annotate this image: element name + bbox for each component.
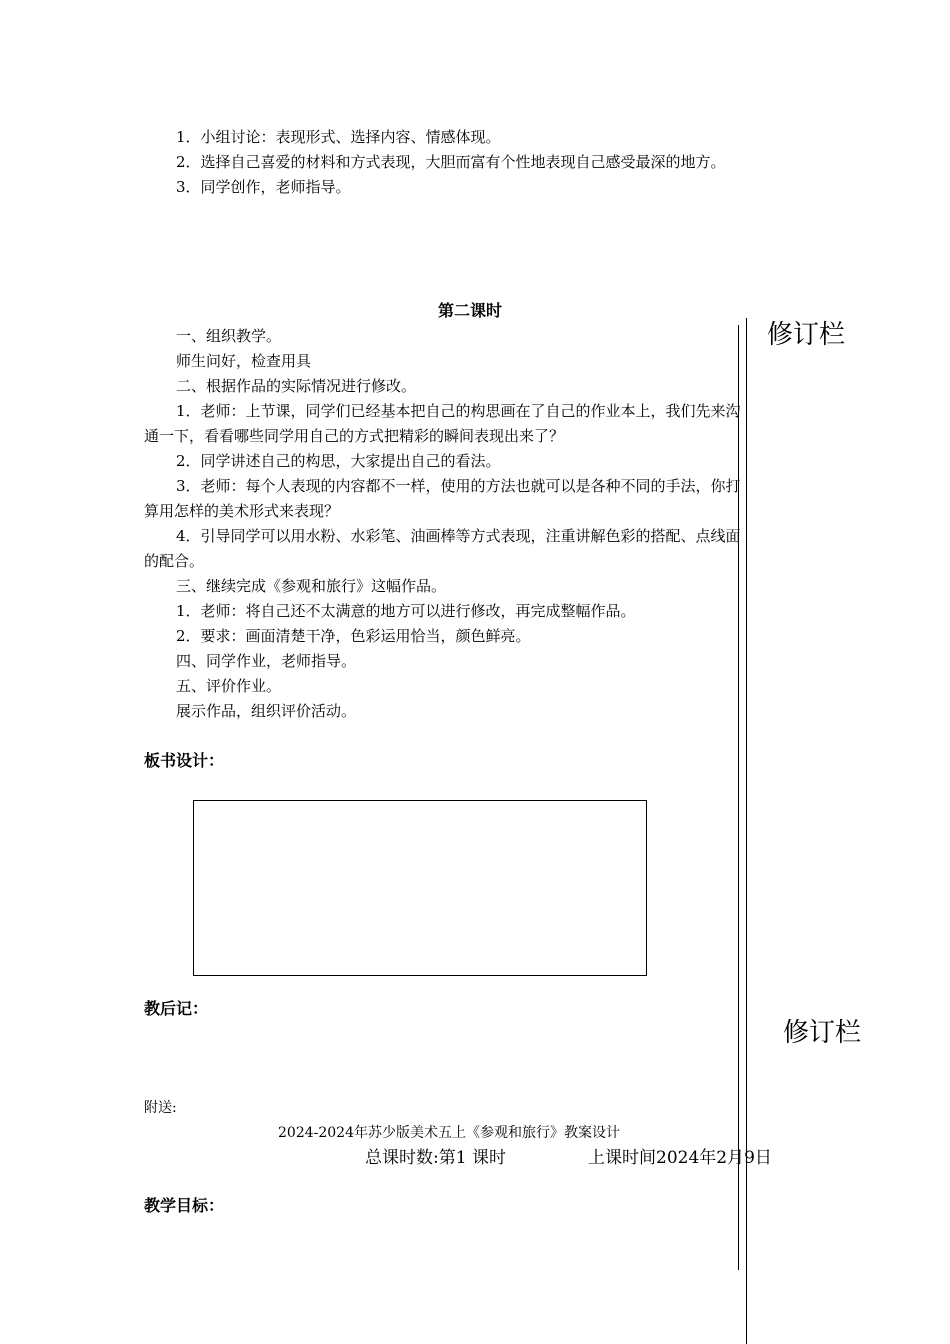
lesson2-line: 4．引导同学可以用水粉、水彩笔、油画棒等方式表现，注重讲解色彩的搭配、点线面 bbox=[176, 527, 741, 545]
lesson2-title: 第二课时 bbox=[438, 301, 503, 320]
lesson2-line: 通一下，看看哪些同学用自己的方式把精彩的瞬间表现出来了？ bbox=[144, 427, 565, 445]
lesson2-line: 算用怎样的美术形式来表现？ bbox=[144, 502, 340, 520]
lesson2-line: 2．同学讲述自己的构思，大家提出自己的看法。 bbox=[176, 452, 501, 470]
board-design-box bbox=[193, 800, 647, 976]
revision-column-line-right bbox=[746, 318, 747, 1344]
lesson2-line: 三、继续完成《参观和旅行》这幅作品。 bbox=[176, 577, 447, 595]
lesson2-line: 的配合。 bbox=[144, 552, 205, 570]
lesson2-line: 师生问好，检查用具 bbox=[176, 352, 312, 370]
top-list-item-1: 1．小组讨论：表现形式、选择内容、情感体现。 bbox=[176, 128, 501, 146]
lesson2-line: 一、组织教学。 bbox=[176, 327, 282, 345]
revision-label: 修订栏 bbox=[767, 320, 846, 350]
top-list-item-3: 3．同学创作，老师指导。 bbox=[176, 178, 351, 196]
lesson2-line: 五、评价作业。 bbox=[176, 677, 282, 695]
lesson2-line: 四、同学作业，老师指导。 bbox=[176, 652, 357, 670]
lesson2-line: 3．老师：每个人表现的内容都不一样，使用的方法也就可以是各种不同的手法，你打 bbox=[176, 477, 741, 495]
revision-column-line-left bbox=[738, 325, 739, 1270]
afterword-label: 教后记： bbox=[144, 999, 209, 1018]
lesson2-line: 1．老师：将自己还不太满意的地方可以进行修改，再完成整幅作品。 bbox=[176, 602, 636, 620]
revision-label: 修订栏 bbox=[783, 1018, 862, 1048]
lesson2-line: 1．老师：上节课，同学们已经基本把自己的构思画在了自己的作业本上，我们先来沟 bbox=[176, 402, 741, 420]
board-design-label: 板书设计： bbox=[144, 751, 225, 770]
lesson2-line: 展示作品，组织评价活动。 bbox=[176, 702, 357, 720]
objectives-label: 教学目标： bbox=[144, 1196, 225, 1215]
class-time: 上课时间2024年2月9日 bbox=[588, 1148, 772, 1168]
appendix-label: 附送: bbox=[144, 1100, 177, 1116]
top-list-item-2: 2．选择自己喜爱的材料和方式表现，大胆而富有个性地表现自己感受最深的地方。 bbox=[176, 153, 726, 171]
total-hours: 总课时数:第1 课时 bbox=[365, 1148, 506, 1168]
appendix-title: 2024-2024年苏少版美术五上《参观和旅行》教案设计 bbox=[278, 1125, 620, 1141]
lesson2-line: 2．要求：画面清楚干净，色彩运用恰当，颜色鲜亮。 bbox=[176, 627, 531, 645]
lesson2-line: 二、根据作品的实际情况进行修改。 bbox=[176, 377, 417, 395]
